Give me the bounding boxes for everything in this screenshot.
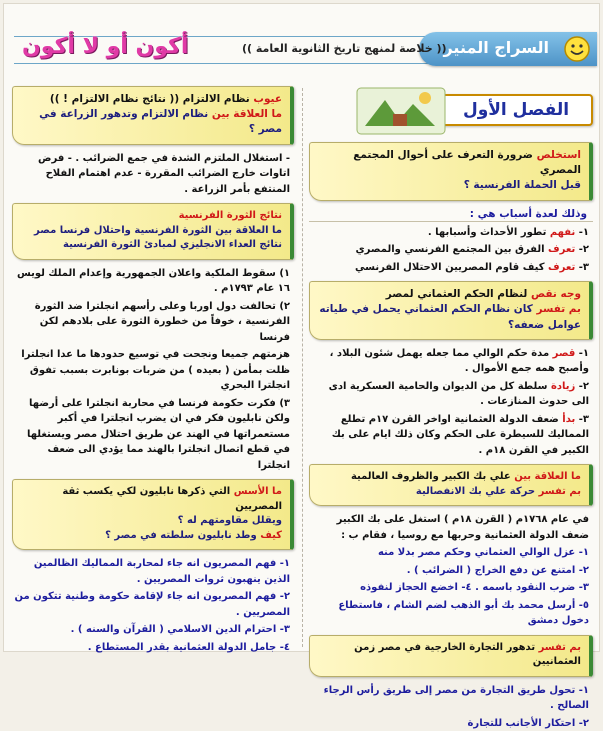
list-item: ١- فهم المصريون انه جاء لمحاربة المماليك الظالمين الذين ينهبون ثروات المصريين .: [33, 558, 290, 585]
weakness-list: [309, 346, 593, 459]
faults-label: عيوب: [253, 93, 282, 105]
basis-text: التي ذكرها نابليون لكي يكسب ثقة المصريين: [62, 486, 282, 512]
ali-bey-section: [309, 512, 593, 629]
list-item: ١) سقوط الملكية واعلان الجمهورية وإعدام الملك لويس ١٦ عام ١٧٩٣م .: [16, 267, 290, 295]
page-header: [4, 4, 599, 82]
revolution-relation: ما العلاقة بين الثورة الفرنسية واحتلال فرنسا مصر: [34, 224, 282, 236]
list-item: ٢- زيادة سلطة كل من الديوان والحامية العسكرية ادى الى حدوث المنازعات .: [328, 380, 589, 408]
document-page: [4, 4, 599, 729]
trade-banner: [309, 635, 593, 677]
faults-banner: [12, 86, 294, 145]
reasons-list: [309, 225, 593, 276]
intro-label: استخلص: [536, 149, 581, 161]
weakness-sub-label: بم تفسر: [536, 303, 581, 316]
list-item: ١- عزل الوالي العثماني وحكم مصر بدلا منه: [377, 547, 589, 559]
faults-sub-label: ما العلاقة بين: [211, 108, 282, 121]
chapter-illustration: [355, 86, 447, 136]
basis-label: ما الأسس: [233, 486, 282, 498]
basis-banner: [12, 479, 294, 550]
basis-q: وطد نابليون سلطته في مصر ؟: [105, 529, 257, 541]
list-item: ٣- تعرف كيف قاوم المصريين الاحتلال الفرنسي: [355, 261, 589, 273]
weakness-sub: كان نظام الحكم العثماني يحمل في طياته عوامل ضعفه؟: [319, 303, 581, 331]
list-item: ٢- امتنع عن دفع الخراج ( الضرائب ) .: [406, 564, 589, 576]
trade-list: [309, 683, 593, 731]
weakness-label: وجه نقص: [531, 288, 581, 301]
list-item: ٢- تعرف الفرق بين المجتمع الفرنسي والمصري: [355, 244, 589, 256]
intro-banner: [309, 142, 593, 201]
faults-description: - استغلال الملتزم الشدة في جمع الضرائب . - فرض اتاوات خارج الضرائب المقررة - عدم اهتمام الفلاح المنتفع بأمر الزراعة .: [38, 152, 290, 195]
ali-bey-intro: في عام ١٧٦٨م ( القرن ١٨م ) استغل على بك الكبير ضعف الدولة العثمانية وحربها مع روسيا ، فقام ب :: [336, 514, 589, 541]
reasons-title: وذلك لعدة أسباب هي :: [309, 207, 593, 222]
list-item: ٢- فهم المصريون انه جاء لإقامة حكومة وطنية تتكون من المصريين .: [14, 591, 290, 618]
revolution-title: نتائج الثورة الفرنسية: [178, 210, 282, 222]
revolution-banner: [12, 203, 294, 260]
chapter-header: [309, 86, 593, 136]
weakness-banner: [309, 281, 593, 340]
list-item: ١- نفهم تطور الأحداث وأسبابها .: [427, 226, 589, 238]
trade-label: بم تفسر: [538, 641, 581, 653]
relation-text: علي بك الكبير والظروف العالمية: [350, 471, 511, 483]
chapter-title: الفصل الأول: [439, 94, 593, 126]
faults-sub: نظام الالتزام وتدهور الزراعة في مصر ؟: [39, 108, 282, 136]
list-item: ٣- ضرب النقود باسمه . ٤- اخضع الحجاز لنفوذه: [360, 582, 589, 594]
basis-list: [12, 556, 294, 655]
relation-banner: [309, 464, 593, 506]
basis-q-label: كيف: [260, 529, 282, 541]
list-item: ٢) تحالفت دول اوربا وعلى رأسهم انجلترا ضد الثورة الفرنسية ، خوفاً من خطورة الثورة على بلادهم لكن فرنسا: [34, 300, 290, 343]
basis-sub: ويقلل مقاومتهم له ؟: [177, 515, 282, 527]
document-subtitle: (( خلاصة لمنهج تاريخ الثانوية العامة )): [242, 42, 447, 55]
list-item: ٥- أرسل محمد بك أبو الذهب لضم الشام ، فاستطاع دخول دمشق: [338, 599, 589, 627]
faults-text: نظام الالتزام (( نتائج نظام الالتزام ! )): [49, 93, 250, 105]
list-item: ٣- احترام الدين الاسلامي ( القرآن والسنه ) .: [70, 624, 290, 636]
smiley-icon: [563, 35, 591, 63]
list-item: ٤- جامل الدولة العثمانية بقدر المستطاع .: [87, 641, 290, 653]
slogan: أكون أو لا أكون: [22, 34, 189, 59]
list-item: ٢- احتكار الأجانب للتجارة: [467, 717, 589, 729]
weakness-text: لنظام الحكم العثماني لمصر: [385, 288, 528, 301]
list-item: ٣- بدأ ضعف الدولة العثمانية اواخر القرن ١٧م تطلع المماليك للسيطرة على الحكم وكان ذلك ايام على بك الكبير في القرن ١٨م .: [331, 413, 589, 456]
column-divider: [302, 88, 303, 647]
revolution-list: [12, 266, 294, 474]
right-column: [309, 86, 593, 729]
revolution-hostility: نتائج العداء الانجليزي لمبادئ الثورة الفرنسية: [63, 239, 282, 251]
trade-text: تدهور التجارة الخارجية في مصر زمن العثمانيين: [354, 641, 581, 668]
faults-text-block: [12, 151, 294, 198]
relation-sub: حركة علي بك الانفصالية: [415, 485, 536, 497]
list-item: ٣) فكرت حكومة فرنسا في محاربة انجلترا على أرضها ولكن نابليون فكر في ان يضرب انجلترا في أكبر مستعمراتها في الهند عن طريق احتلال مصر ويستغلها في قطع اتصال انجلترا بالهند مما يؤدي الى ضعف انجلترا: [26, 397, 290, 471]
list-item: ١- تحول طريق التجارة من مصر إلى طريق رأس الرجاء الصالح .: [323, 684, 589, 712]
list-item: ١- قصر مدة حكم الوالي مما جعله يهمل شئون البلاد ، وأصبح همه جمع الأموال .: [329, 347, 589, 375]
intro-sub: قبل الحملة الفرنسية ؟: [463, 179, 581, 192]
relation-label: ما العلاقة بين: [514, 471, 581, 483]
relation-sub-label: بم تفسر: [538, 485, 581, 497]
list-item: هزمتهم جميعا ونجحت في توسيع حدودها ما عدا انجلترا ظلت بمأمن ( بعيده ) من ضربات بونابرت بسبب تفوق انجلترا البحري: [21, 349, 290, 392]
intro-text: ضرورة التعرف على أحوال المجتمع المصري: [353, 149, 581, 177]
left-column: [12, 86, 294, 651]
brand-name: السراج المنير: [443, 38, 549, 57]
